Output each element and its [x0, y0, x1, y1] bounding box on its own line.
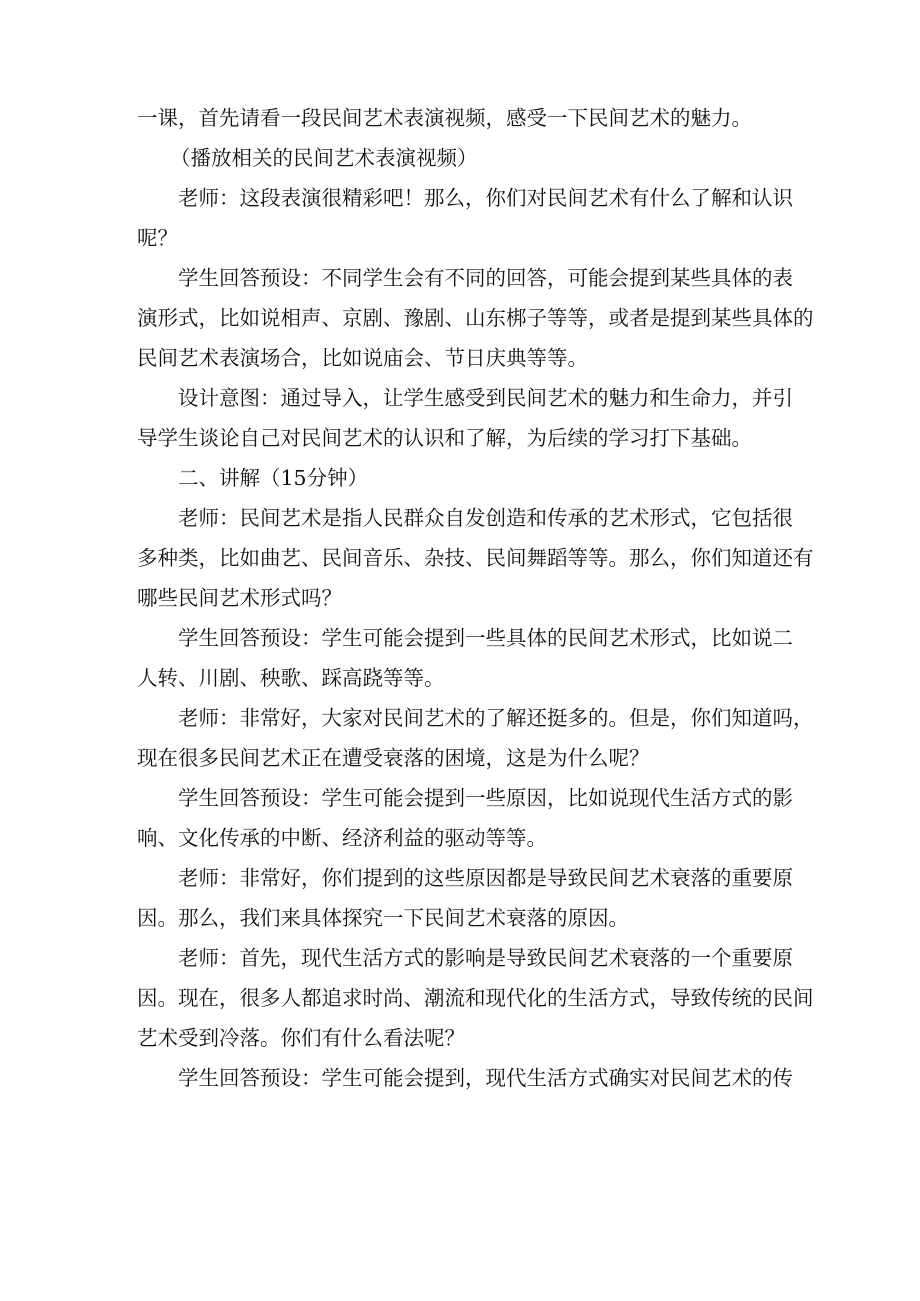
text-line-6: 演形式，比如说相声、京剧、豫剧、山东梆子等等，或者是提到某些具体的 [137, 306, 814, 330]
text-line-2: （播放相关的民间艺术表演视频） [170, 146, 478, 170]
text-line-9: 导学生谈论自己对民间艺术的认识和了解，为后续的学习打下基础。 [137, 426, 752, 450]
text-line-18: 学生回答预设：学生可能会提到一些原因，比如说现代生活方式的影 [178, 786, 793, 810]
text-line-3: 老师：这段表演很精彩吧！那么，你们对民间艺术有什么了解和认识 [178, 186, 793, 210]
text-line-7: 民间艺术表演场合，比如说庙会、节日庆典等等。 [137, 346, 588, 370]
text-line-12: 多种类，比如曲艺、民间音乐、杂技、民间舞蹈等等。那么，你们知道还有 [137, 546, 814, 570]
text-line-1: 一课，首先请看一段民间艺术表演视频，感受一下民间艺术的魅力。 [137, 106, 752, 130]
text-line-24: 艺术受到冷落。你们有什么看法呢？ [137, 1026, 465, 1050]
text-line-4: 呢？ [137, 226, 178, 250]
section-heading: 二、讲解（15分钟） [178, 466, 369, 490]
text-line-22: 老师：首先，现代生活方式的影响是导致民间艺术衰落的一个重要原 [178, 946, 793, 970]
text-line-14: 学生回答预设：学生可能会提到一些具体的民间艺术形式，比如说二 [178, 626, 793, 650]
text-line-25: 学生回答预设：学生可能会提到，现代生活方式确实对民间艺术的传 [178, 1066, 793, 1090]
text-line-15: 人转、川剧、秧歌、踩高跷等等。 [137, 666, 445, 690]
text-line-19: 响、文化传承的中断、经济利益的驱动等等。 [137, 826, 547, 850]
text-line-16: 老师：非常好，大家对民间艺术的了解还挺多的。但是，你们知道吗， [178, 706, 814, 730]
text-line-8: 设计意图：通过导入，让学生感受到民间艺术的魅力和生命力，并引 [178, 386, 793, 410]
text-line-5: 学生回答预设：不同学生会有不同的回答，可能会提到某些具体的表 [178, 266, 793, 290]
text-line-17: 现在很多民间艺术正在遭受衰落的困境，这是为什么呢？ [137, 746, 650, 770]
text-line-13: 哪些民间艺术形式吗？ [137, 586, 342, 610]
text-line-11: 老师：民间艺术是指人民群众自发创造和传承的艺术形式，它包括很 [178, 506, 793, 530]
text-line-20: 老师：非常好，你们提到的这些原因都是导致民间艺术衰落的重要原 [178, 866, 793, 890]
text-line-23: 因。现在，很多人都追求时尚、潮流和现代化的生活方式，导致传统的民间 [137, 986, 814, 1010]
document-body [137, 98, 814, 1098]
text-line-21: 因。那么，我们来具体探究一下民间艺术衰落的原因。 [137, 906, 629, 930]
